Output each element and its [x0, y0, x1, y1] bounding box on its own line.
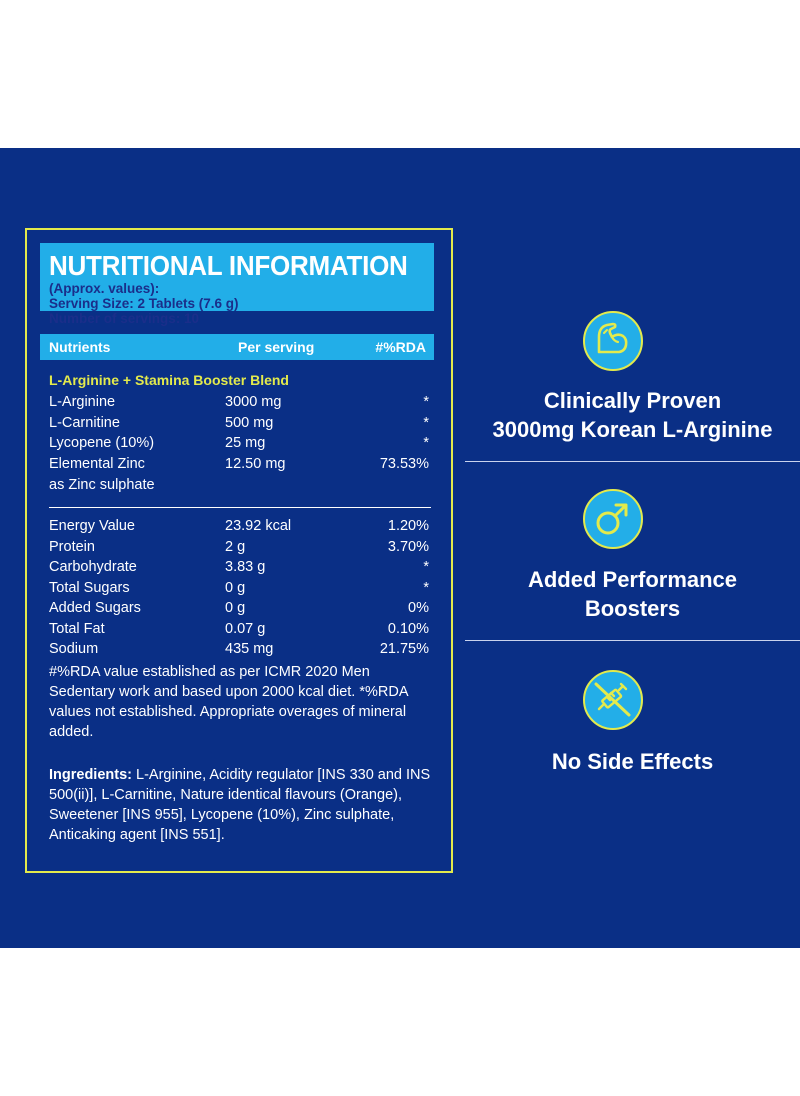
nutrient-name: L-Carnitine [49, 415, 120, 431]
feature-line: Clinically Proven [543, 388, 722, 413]
nutrient-rda: * [423, 580, 429, 596]
table-divider [49, 507, 431, 508]
feature-divider [465, 461, 800, 462]
nutrition-header [40, 243, 434, 326]
no-syringe-icon [583, 670, 643, 730]
nutrient-amount: 0 g [225, 580, 246, 596]
table-row [49, 518, 429, 538]
feature-line: 3000mg Korean L-Arginine [492, 417, 773, 442]
nutrition-title: NUTRITIONAL INFORMATION [49, 250, 408, 281]
serving-size: Serving Size: 2 Tablets (7.6 g) [49, 296, 239, 311]
nutrient-rda: * [423, 559, 429, 575]
product-info-panel [0, 148, 800, 948]
nutrient-amount: 0.07 g [225, 621, 266, 637]
nutrient-rda: 3.70% [387, 539, 429, 555]
table-row [49, 539, 429, 559]
table-row [49, 621, 429, 641]
table-row [49, 580, 429, 600]
flexed-arm-icon [583, 311, 643, 371]
nutrient-name: Protein [49, 539, 95, 555]
feature-divider [465, 640, 800, 641]
nutrient-name: Elemental Zinc [49, 456, 145, 472]
nutrient-name: Total Sugars [49, 580, 130, 596]
column-per-serving: Per serving [238, 339, 315, 355]
rda-note: #%RDA value established as per ICMR 2020 Men Sedentary work and based upon 2000 kcal diet. *%RDA values not established. Appropriate overages of mineral added. [49, 664, 408, 740]
nutrient-name: Energy Value [49, 518, 135, 534]
nutrient-rda: * [423, 415, 429, 431]
nutrient-amount: 3.83 g [225, 559, 266, 575]
table-row [49, 394, 429, 414]
nutrient-amount: 435 mg [225, 641, 274, 657]
nutrition-label [25, 228, 453, 873]
nutrient-rda: * [423, 394, 429, 410]
blend-title: L-Arginine + Stamina Booster Blend [49, 372, 289, 388]
table-row [49, 477, 429, 497]
nutrient-amount: 12.50 mg [225, 456, 286, 472]
table-row [49, 600, 429, 620]
number-of-servings: Number of servings: 10 [49, 311, 200, 326]
nutrient-name: L-Arginine [49, 394, 116, 410]
nutrient-amount: 23.92 kcal [225, 518, 292, 534]
nutrient-amount: 3000 mg [225, 394, 282, 410]
nutrient-name: Sodium [49, 641, 99, 657]
nutrient-rda: 0% [408, 600, 429, 616]
zinc-note: as Zinc sulphate [49, 477, 155, 493]
ingredients-text: L-Arginine, Acidity regulator [INS 330 and INS 500(ii)], L-Carnitine, Nature identical flavours (Orange), Sweetener [INS 955], Lycopene (10%), Zinc sulphate, Anticaking agent [INS 551]. [49, 767, 431, 843]
nutrient-amount: 500 mg [225, 415, 274, 431]
nutrient-rda: * [423, 435, 429, 451]
nutrient-rda: 1.20% [387, 518, 429, 534]
ingredients-label: Ingredients: [49, 767, 132, 783]
nutrient-rda: 0.10% [387, 621, 429, 637]
nutrient-amount: 2 g [225, 539, 246, 555]
table-row [49, 456, 429, 476]
nutrient-name: Lycopene (10%) [49, 435, 155, 451]
ingredients [49, 765, 434, 845]
approx-values: (Approx. values): [49, 281, 160, 296]
nutrient-rda: 21.75% [379, 641, 429, 657]
feature-line: No Side Effects [551, 749, 714, 774]
column-header-bar [40, 334, 434, 360]
table-row [49, 435, 429, 455]
nutrient-rda: 73.53% [379, 456, 429, 472]
table-row [49, 559, 429, 579]
nutrient-name: Added Sugars [49, 600, 141, 616]
table-row [49, 415, 429, 435]
nutrient-name: Total Fat [49, 621, 105, 637]
column-nutrients: Nutrients [49, 339, 111, 355]
male-symbol-icon [583, 489, 643, 549]
nutrient-amount: 0 g [225, 600, 246, 616]
column-rda: #%RDA [375, 339, 426, 355]
feature-line: Boosters [584, 596, 681, 621]
nutrient-name: Carbohydrate [49, 559, 137, 575]
table-row [49, 641, 429, 661]
nutrient-amount: 25 mg [225, 435, 266, 451]
feature-line: Added Performance [527, 567, 738, 592]
